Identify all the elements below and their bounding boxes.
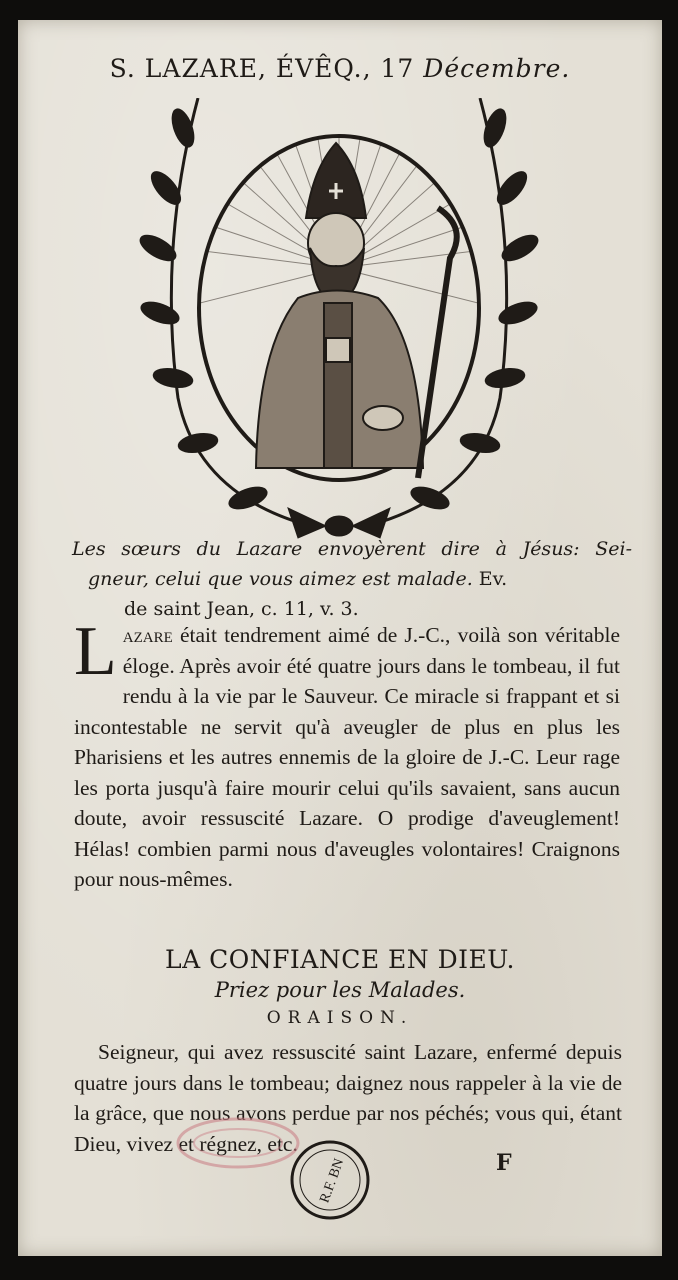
drop-cap: L	[74, 613, 117, 690]
prayer-text: Seigneur, qui avez ressuscité saint Lazare, enfermé depuis quatre jours dans le tombeau; daignez nous rappeler à la vie de la grâce, que nous avons perdue par nos péchés; vous qui, étant Dieu, vivez et régnez, etc.	[74, 1040, 622, 1156]
bishop-figure	[256, 143, 457, 478]
devotional-card	[18, 20, 662, 1256]
section-subtitle: Priez pour les Malades.	[214, 978, 466, 1002]
caption-quote-end: gneur, celui que vous aimez est malade.	[88, 568, 473, 590]
black-stamp-text: R.F. BN	[317, 1156, 348, 1206]
saint-title: ÉVÊQ.	[275, 54, 363, 83]
oraison-heading: ORAISON.	[266, 1008, 414, 1028]
bishop-woodcut-illustration	[138, 98, 540, 546]
feast-month: Décembre.	[423, 54, 571, 83]
caption-line-1: Les sœurs du Lazare envoyèrent dire à Jésus: Sei-	[72, 538, 632, 560]
caption-ref-start: Ev.	[478, 568, 508, 590]
caption-reference: de saint Jean, c. 11, v. 3.	[124, 598, 359, 620]
section-title: LA CONFIANCE EN DIEU.	[164, 945, 516, 974]
saint-name: S. LAZARE	[109, 54, 258, 83]
body-text: était tendrement aimé de J.-C., voilà son véritable éloge. Après avoir été quatre jours dans le tombeau, il fut rendu à la vie par le Sauveur. Ce miracle si frappant et si incontestable ne servit qu'à aveugler de plus en plus les Pharisiens et les autres ennemis de la gloire de J.-C. Leur rage les porta jusqu'à faire mourir celui qu'ils savaient, sans aucun doute, avoir ressuscité Lazare. O prodige d'aveuglement! Hélas! combien parmi nous d'aveugles volontaires! Craignons pour nous-mêmes.	[74, 623, 620, 891]
caption-line-2	[72, 564, 632, 594]
card-header: S. LAZARE, ÉVÊQ., 17 Décembre.	[109, 54, 571, 83]
first-word: azare	[122, 623, 173, 647]
scripture-caption	[72, 534, 632, 624]
finis-mark: F	[496, 1150, 512, 1176]
black-library-stamp	[280, 1130, 380, 1230]
main-text	[74, 613, 620, 895]
feast-day: 17	[380, 54, 415, 83]
